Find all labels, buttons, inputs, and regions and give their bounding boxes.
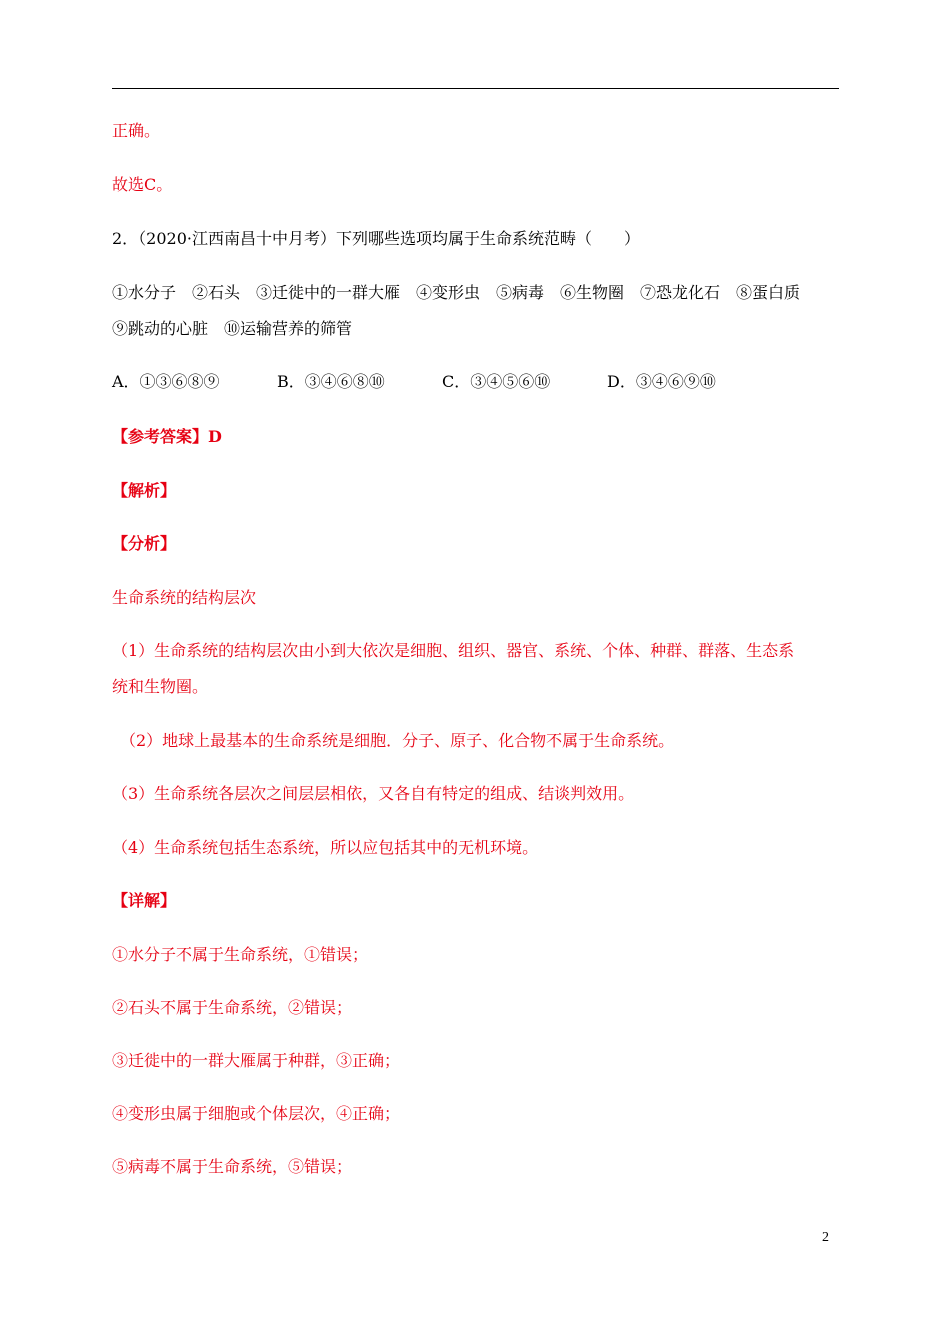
reference-answer: 【参考答案】D [112,427,222,446]
detail-line-1: ①水分子不属于生命系统，①错误； [112,945,369,964]
analysis-point-2: （2）地球上最基本的生命系统是细胞．分子、原子、化合物不属于生命系统。 [120,731,675,750]
option-a: A．①③⑥⑧⑨ [112,372,220,391]
text-line-correct: 正确。 [112,121,161,140]
header-rule [112,88,839,89]
question-items-line-1: ①水分子 ②石头 ③迁徙中的一群大雁 ④变形虫 ⑤病毒 ⑥生物圈 ⑦恐龙化石 ⑧蛋白质 [112,283,801,302]
analysis-point-1a: （1）生命系统的结构层次由小到大依次是细胞、组织、器官、系统、个体、种群、群落、生态系 [112,641,795,660]
section-fenxi: 【分析】 [112,534,177,553]
detail-line-5: ⑤病毒不属于生命系统，⑤错误； [112,1157,353,1176]
analysis-point-1b: 统和生物圈。 [112,677,209,696]
section-jiexi: 【解析】 [112,481,177,500]
page-number: 2 [822,1230,829,1245]
detail-line-4: ④变形虫属于细胞或个体层次，④正确； [112,1104,401,1123]
question-items-line-2: ⑨跳动的心脏 ⑩运输营养的筛管 [112,319,353,338]
option-d: D．③④⑥⑨⑩ [607,372,716,391]
detail-line-3: ③迁徙中的一群大雁属于种群，③正确； [112,1051,401,1070]
option-c: C．③④⑤⑥⑩ [442,372,551,391]
text-line-choose-c: 故选C。 [112,175,173,194]
option-b: B．③④⑥⑧⑩ [277,372,385,391]
topic-heading: 生命系统的结构层次 [112,588,257,607]
detail-line-2: ②石头不属于生命系统，②错误； [112,998,353,1017]
analysis-point-4: （4）生命系统包括生态系统，所以应包括其中的无机环境。 [112,838,539,857]
analysis-point-3: （3）生命系统各层次之间层层相依，又各自有特定的组成、结谈判效用。 [112,784,635,803]
section-xiangjie: 【详解】 [112,891,177,910]
question-stem: 2．（2020·江西南昌十中月考）下列哪些选项均属于生命系统范畴（ ） [112,229,640,248]
